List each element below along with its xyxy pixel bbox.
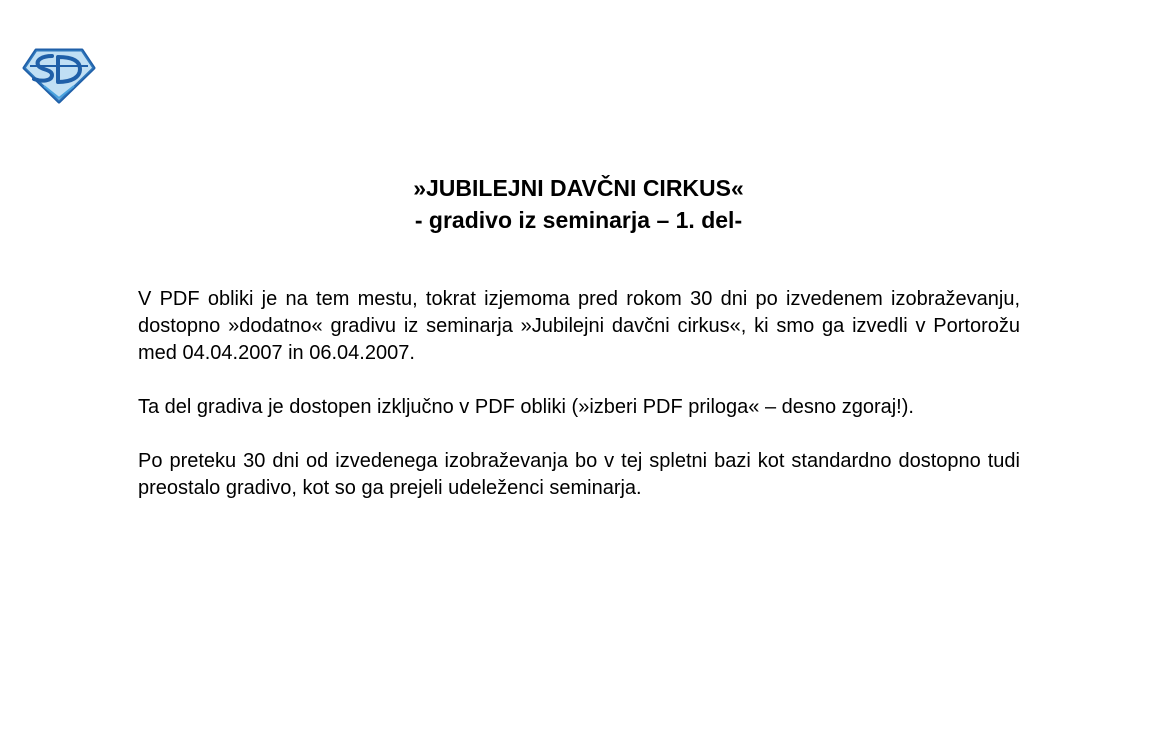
document-body (138, 286, 1020, 529)
title-line-1: »JUBILEJNI DAVČNI CIRKUS« (413, 175, 744, 201)
paragraph-pdf-only: Ta del gradiva je dostopen izključno v PDF obliki (»izberi PDF priloga« – desno zgoraj!). (138, 396, 914, 418)
paragraph-intro: V PDF obliki je na tem mestu, tokrat izjemoma pred rokom 30 dni po izvedenem izobraževanju, dostopno »dodatno« gradivu iz seminarja »Jubilejni davčni cirkus«, ki smo ga izvedli v Portorožu med 04.04.2007 in 06.04.2007. (138, 288, 1020, 364)
document-title (0, 172, 1157, 236)
paragraph-availability: Po preteku 30 dni od izvedenega izobraževanja bo v tej spletni bazi kot standardno dostopno tudi preostalo gradivo, kot so ga prejeli udeleženci seminarja. (138, 450, 1020, 499)
sd-logo-icon (22, 48, 96, 104)
title-line-2: - gradivo iz seminarja – 1. del- (414, 207, 743, 233)
